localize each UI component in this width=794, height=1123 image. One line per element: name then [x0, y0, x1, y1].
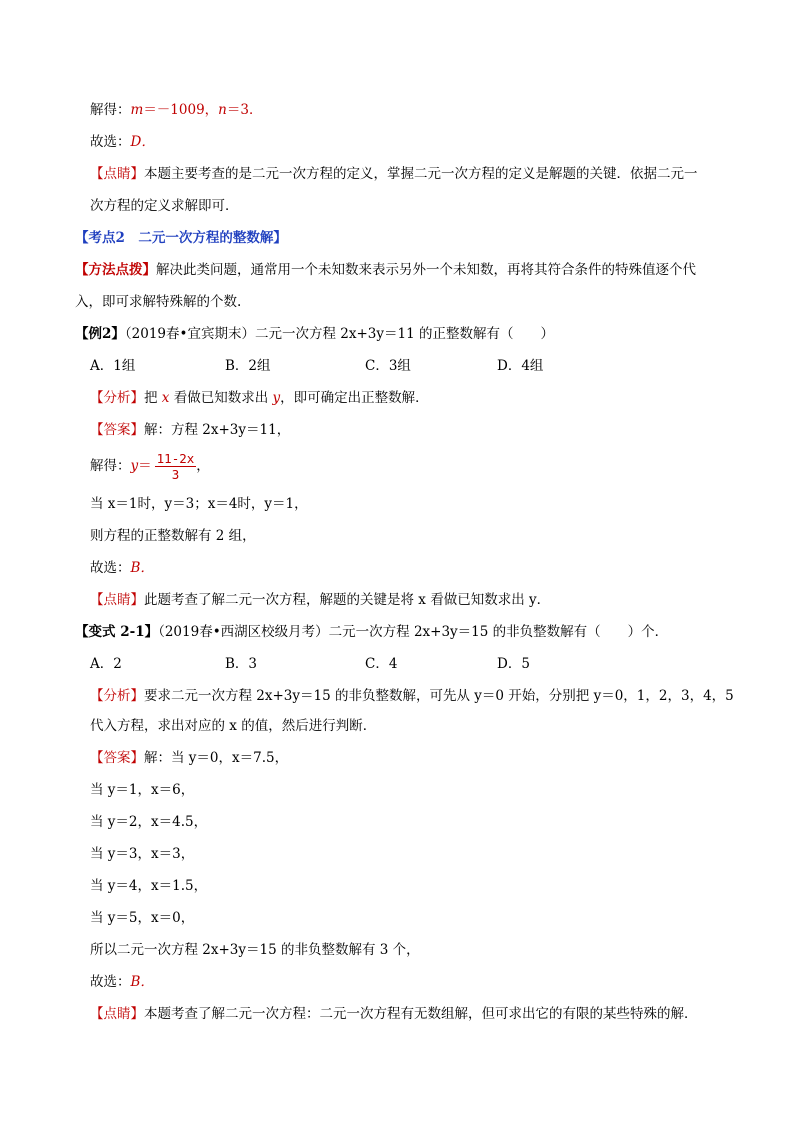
fraction-numerator: 11-2x: [156, 451, 195, 466]
conclusion-line: 所以二元一次方程 2x+3y＝15 的非负整数解有 3 个，: [90, 942, 420, 958]
comment-line: 【点睛】本题考查了解二元一次方程：二元一次方程有无数组解，但可求出它的有限的某些特殊的解．: [90, 1006, 698, 1022]
option-d: D．4组: [497, 358, 544, 374]
case-line: 当 y＝2，x＝4.5，: [90, 814, 208, 830]
case-line: 当 y＝4，x＝1.5，: [90, 878, 208, 894]
option-a: A．1组: [90, 358, 136, 374]
solve-fraction-line: 解得：y＝ $\frac{11-2x}{3}$ ，: [90, 451, 210, 482]
comment-tag: 【点睛】: [90, 166, 144, 182]
comment-line-continued: 次方程的定义求解即可．: [90, 198, 239, 214]
option-b: B．3: [225, 656, 258, 672]
section-heading: 【考点2 二元一次方程的整数解】: [75, 230, 287, 246]
variant-question: 【变式 2-1】（2019春•西湖区校级月考）二元一次方程 2x+3y＝15 的非负整数解有（ ）个．: [75, 624, 669, 640]
option-c: C．3组: [365, 358, 411, 374]
analysis-tag: 【分析】: [90, 688, 144, 704]
conclusion-line: 则方程的正整数解有 2 组，: [90, 528, 256, 544]
answer-choice-line: 故选：B．: [90, 974, 154, 990]
case-line: 当 y＝1，x＝6，: [90, 782, 195, 798]
case-line: 当 x＝1时，y＝3；x＝4时，y＝1，: [90, 496, 308, 512]
method-tip-line: 【方法点拨】解决此类问题，通常用一个未知数来表示另外一个未知数，再将其符合条件的特殊值逐个代: [75, 262, 696, 278]
example-question: 【例2】（2019春•宜宾期末）二元一次方程 2x+3y＝11 的正整数解有（ ）: [75, 326, 554, 342]
answer-choice-line: 故选：D．: [90, 134, 155, 150]
analysis-line-continued: 代入方程，求出对应的 x 的值，然后进行判断．: [90, 718, 377, 734]
option-c: C．4: [365, 656, 398, 672]
method-tip-line-continued: 入，即可求解特殊解的个数.: [75, 294, 242, 310]
example-tag: 【例2】: [75, 326, 125, 342]
analysis-tag: 【分析】: [90, 390, 144, 406]
comment-tag: 【点睛】: [90, 592, 144, 608]
answer-tag: 【答案】: [90, 750, 144, 766]
variant-tag: 【变式 2-1】: [75, 624, 159, 640]
comment-line: 【点睛】此题考查了解二元一次方程，解题的关键是将 x 看做已知数求出 y．: [90, 592, 551, 608]
analysis-line: 【分析】要求二元一次方程 2x+3y＝15 的非负整数解，可先从 y＝0 开始，分别把 y＝0，1，2，3，4，5: [90, 688, 734, 704]
option-a: A．2: [90, 656, 122, 672]
fraction: [155, 451, 197, 482]
option-d: D．5: [497, 656, 530, 672]
answer-tag: 【答案】: [90, 422, 144, 438]
fraction-denominator: 3: [171, 467, 180, 482]
answer-choice-line: 故选：B．: [90, 560, 154, 576]
case-line: 当 y＝5，x＝0，: [90, 910, 195, 926]
comment-tag: 【点睛】: [90, 1006, 144, 1022]
case-line: 当 y＝3，x＝3，: [90, 846, 195, 862]
answer-line: 【答案】解：当 y＝0，x＝7.5，: [90, 750, 289, 766]
method-tip-tag: 【方法点拨】: [75, 262, 156, 278]
answer-line: 【答案】解：方程 2x+3y＝11，: [90, 422, 291, 438]
analysis-line: 【分析】把 x 看做已知数求出 y，即可确定出正整数解．: [90, 390, 429, 406]
solution-line: 解得：m＝－1009，n＝3．: [90, 102, 263, 118]
comment-line: 【点睛】本题主要考查的是二元一次方程的定义，掌握二元一次方程的定义是解题的关键．依据二元一: [90, 166, 698, 182]
option-b: B．2组: [225, 358, 271, 374]
